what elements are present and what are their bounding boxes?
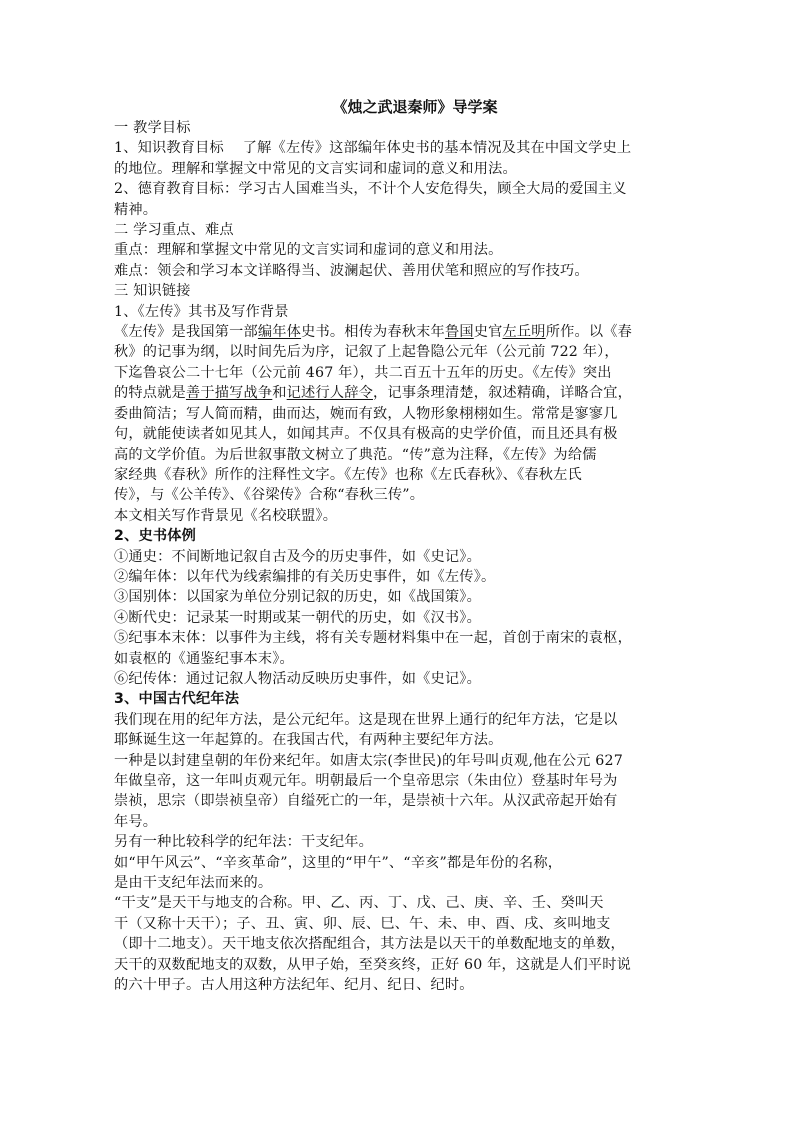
- text-line: “干支”是天干与地支的合称。甲、乙、丙、丁、戊、己、庚、辛、壬、癸叫天: [114, 895, 604, 912]
- text-line: 另有一种比较科学的纪年法：干支纪年。: [114, 834, 373, 851]
- text-line: 一种是以封建皇朝的年份来纪年。如唐太宗(李世民)的年号叫贞观,他在公元 627: [114, 752, 623, 769]
- text-line: 2、德育教育目标：学习古人国难当头，不计个人安危得失，顾全大局的爱国主义: [114, 181, 627, 198]
- heading-key-points: 二 学习重点、难点: [114, 222, 234, 239]
- zuozhuan-paragraph-line: [114, 322, 686, 342]
- text-line: 干（又称十天干）；子、丑、寅、卯、辰、巳、午、未、申、酉、戌、亥叫地支: [114, 915, 611, 932]
- text-line: （即十二地支）。天干地支依次搭配组合，其方法是以天干的单数配地支的单数，: [114, 936, 625, 953]
- heading-knowledge-links: 三 知识链接: [114, 283, 191, 300]
- zuozhuan-paragraph-line: 下迄鲁哀公二十七年（公元前 467 年），共二百五十五年的历史。《左传》突出: [114, 364, 612, 381]
- zuozhuan-paragraph-line: 委曲简洁；写人简而精，曲而达，婉而有致，人物形象栩栩如生。常常是寥寥几: [114, 405, 618, 422]
- text-span: 史书。相传为春秋末年: [301, 324, 445, 341]
- text-span: 的特点就是: [114, 385, 186, 402]
- text-line: 精神。: [114, 201, 158, 218]
- text-line: 1、知识教育目标 了解《左传》这部编年体史书的基本情况及其在中国文学史上: [114, 140, 632, 157]
- list-item: 如袁枢的《通鉴纪事本末》。: [114, 650, 294, 667]
- underlined-term: 左丘明: [502, 324, 546, 341]
- underlined-term: 鲁国: [444, 324, 474, 341]
- document-title: 《烛之武退秦师》导学案: [332, 98, 498, 116]
- zuozhuan-paragraph-line: 秋》的记事为纲，以时间先后为序，记叙了上起鲁隐公元年（公元前 722 年），: [114, 344, 619, 361]
- text-line: 难点：领会和学习本文详略得当、波澜起伏、善用伏笔和照应的写作技巧。: [114, 262, 589, 279]
- list-item: ②编年体：以年代为线索编排的有关历史事件，如《左传》。: [114, 568, 496, 585]
- text-line: 崇祯，思宗（即崇祯皇帝）自缢死亡的一年，是崇祯十六年。从汉武帝起开始有: [114, 793, 618, 810]
- zuozhuan-paragraph-line: 高的文学价值。为后世叙事散文树立了典范。“传”意为注释，《左传》为给儒: [114, 446, 597, 463]
- text-line: 如“甲午风云”、“辛亥革命”，这里的“甲午”、“辛亥”都是年份的名称，: [114, 854, 563, 871]
- list-item: ③国别体：以国家为单位分别记叙的历史，如《战国策》。: [114, 589, 481, 606]
- text-line: 是由干支纪年法而来的。: [114, 875, 273, 892]
- text-line: 的六十甲子。古人用这种方法纪年、纪月、纪日、纪时。: [114, 977, 474, 994]
- heading-calendar-methods: 3、中国古代纪年法: [114, 691, 240, 708]
- underlined-term: 善于描写战争: [185, 385, 273, 402]
- text-span: 史官: [473, 324, 503, 341]
- text-span: 和: [272, 385, 287, 402]
- list-item: ①通史：不间断地记叙自古及今的历史事件，如《史记》。: [114, 548, 481, 565]
- underlined-term: 记述行人辞令: [286, 385, 373, 402]
- list-item: ⑥纪传体：通过记叙人物活动反映历史事件，如《史记》。: [114, 670, 481, 687]
- heading-history-styles: 2、史书体例: [114, 528, 197, 545]
- text-line: 重点：理解和掌握文中常见的文言实词和虚词的意义和用法。: [114, 242, 503, 259]
- document-body: [114, 97, 686, 995]
- text-line: 的地位。理解和掌握文中常见的文言实词和虚词的意义和用法。: [114, 160, 517, 177]
- text-span: ，记事条理清楚，叙述精确，详略合宜，: [373, 385, 632, 402]
- list-item: ④断代史：记录某一时期或某一朝代的历史，如《汉书》。: [114, 609, 481, 626]
- zuozhuan-paragraph-line: [114, 383, 686, 403]
- text-line: 年做皇帝，这一年叫贞观元年。明朝最后一个皇帝思宗（朱由位）登基时年号为: [114, 773, 618, 789]
- text-line: 耶稣诞生这一年起算的。在我国古代，有两种主要纪年方法。: [114, 732, 503, 749]
- list-item: ⑤纪事本末体：以事件为主线，将有关专题材料集中在一起，首创于南宋的袁枢，: [114, 630, 632, 647]
- subheading-zuozhuan-background: 1、《左传》其书及写作背景: [114, 303, 289, 320]
- text-span: 所作。以《春: [545, 324, 633, 341]
- zuozhuan-paragraph-line: 传》，与《公羊传》、《谷梁传》合称“春秋三传”。: [114, 487, 425, 504]
- text-line: 天干的双数配地支的双数，从甲子始，至癸亥终，正好 60 年，这就是人们平时说: [114, 956, 632, 973]
- underlined-term: 编年体: [257, 324, 302, 341]
- text-span: 《左传》是我国第一部: [114, 324, 258, 341]
- text-line: 我们现在用的纪年方法，是公元纪年。这是现在世界上通行的纪年方法，它是以: [114, 711, 618, 728]
- text-line: 年号。: [114, 813, 158, 830]
- zuozhuan-paragraph-line: 本文相关写作背景见《名校联盟》。: [114, 507, 338, 524]
- heading-teaching-goals: 一 教学目标: [114, 120, 191, 136]
- zuozhuan-paragraph-line: 句，就能使读者如见其人，如闻其声。不仅具有极高的史学价值，而且还具有极: [114, 426, 618, 443]
- zuozhuan-paragraph-line: 家经典《春秋》所作的注释性文字。《左传》也称《左氏春秋》、《春秋左氏: [114, 466, 582, 483]
